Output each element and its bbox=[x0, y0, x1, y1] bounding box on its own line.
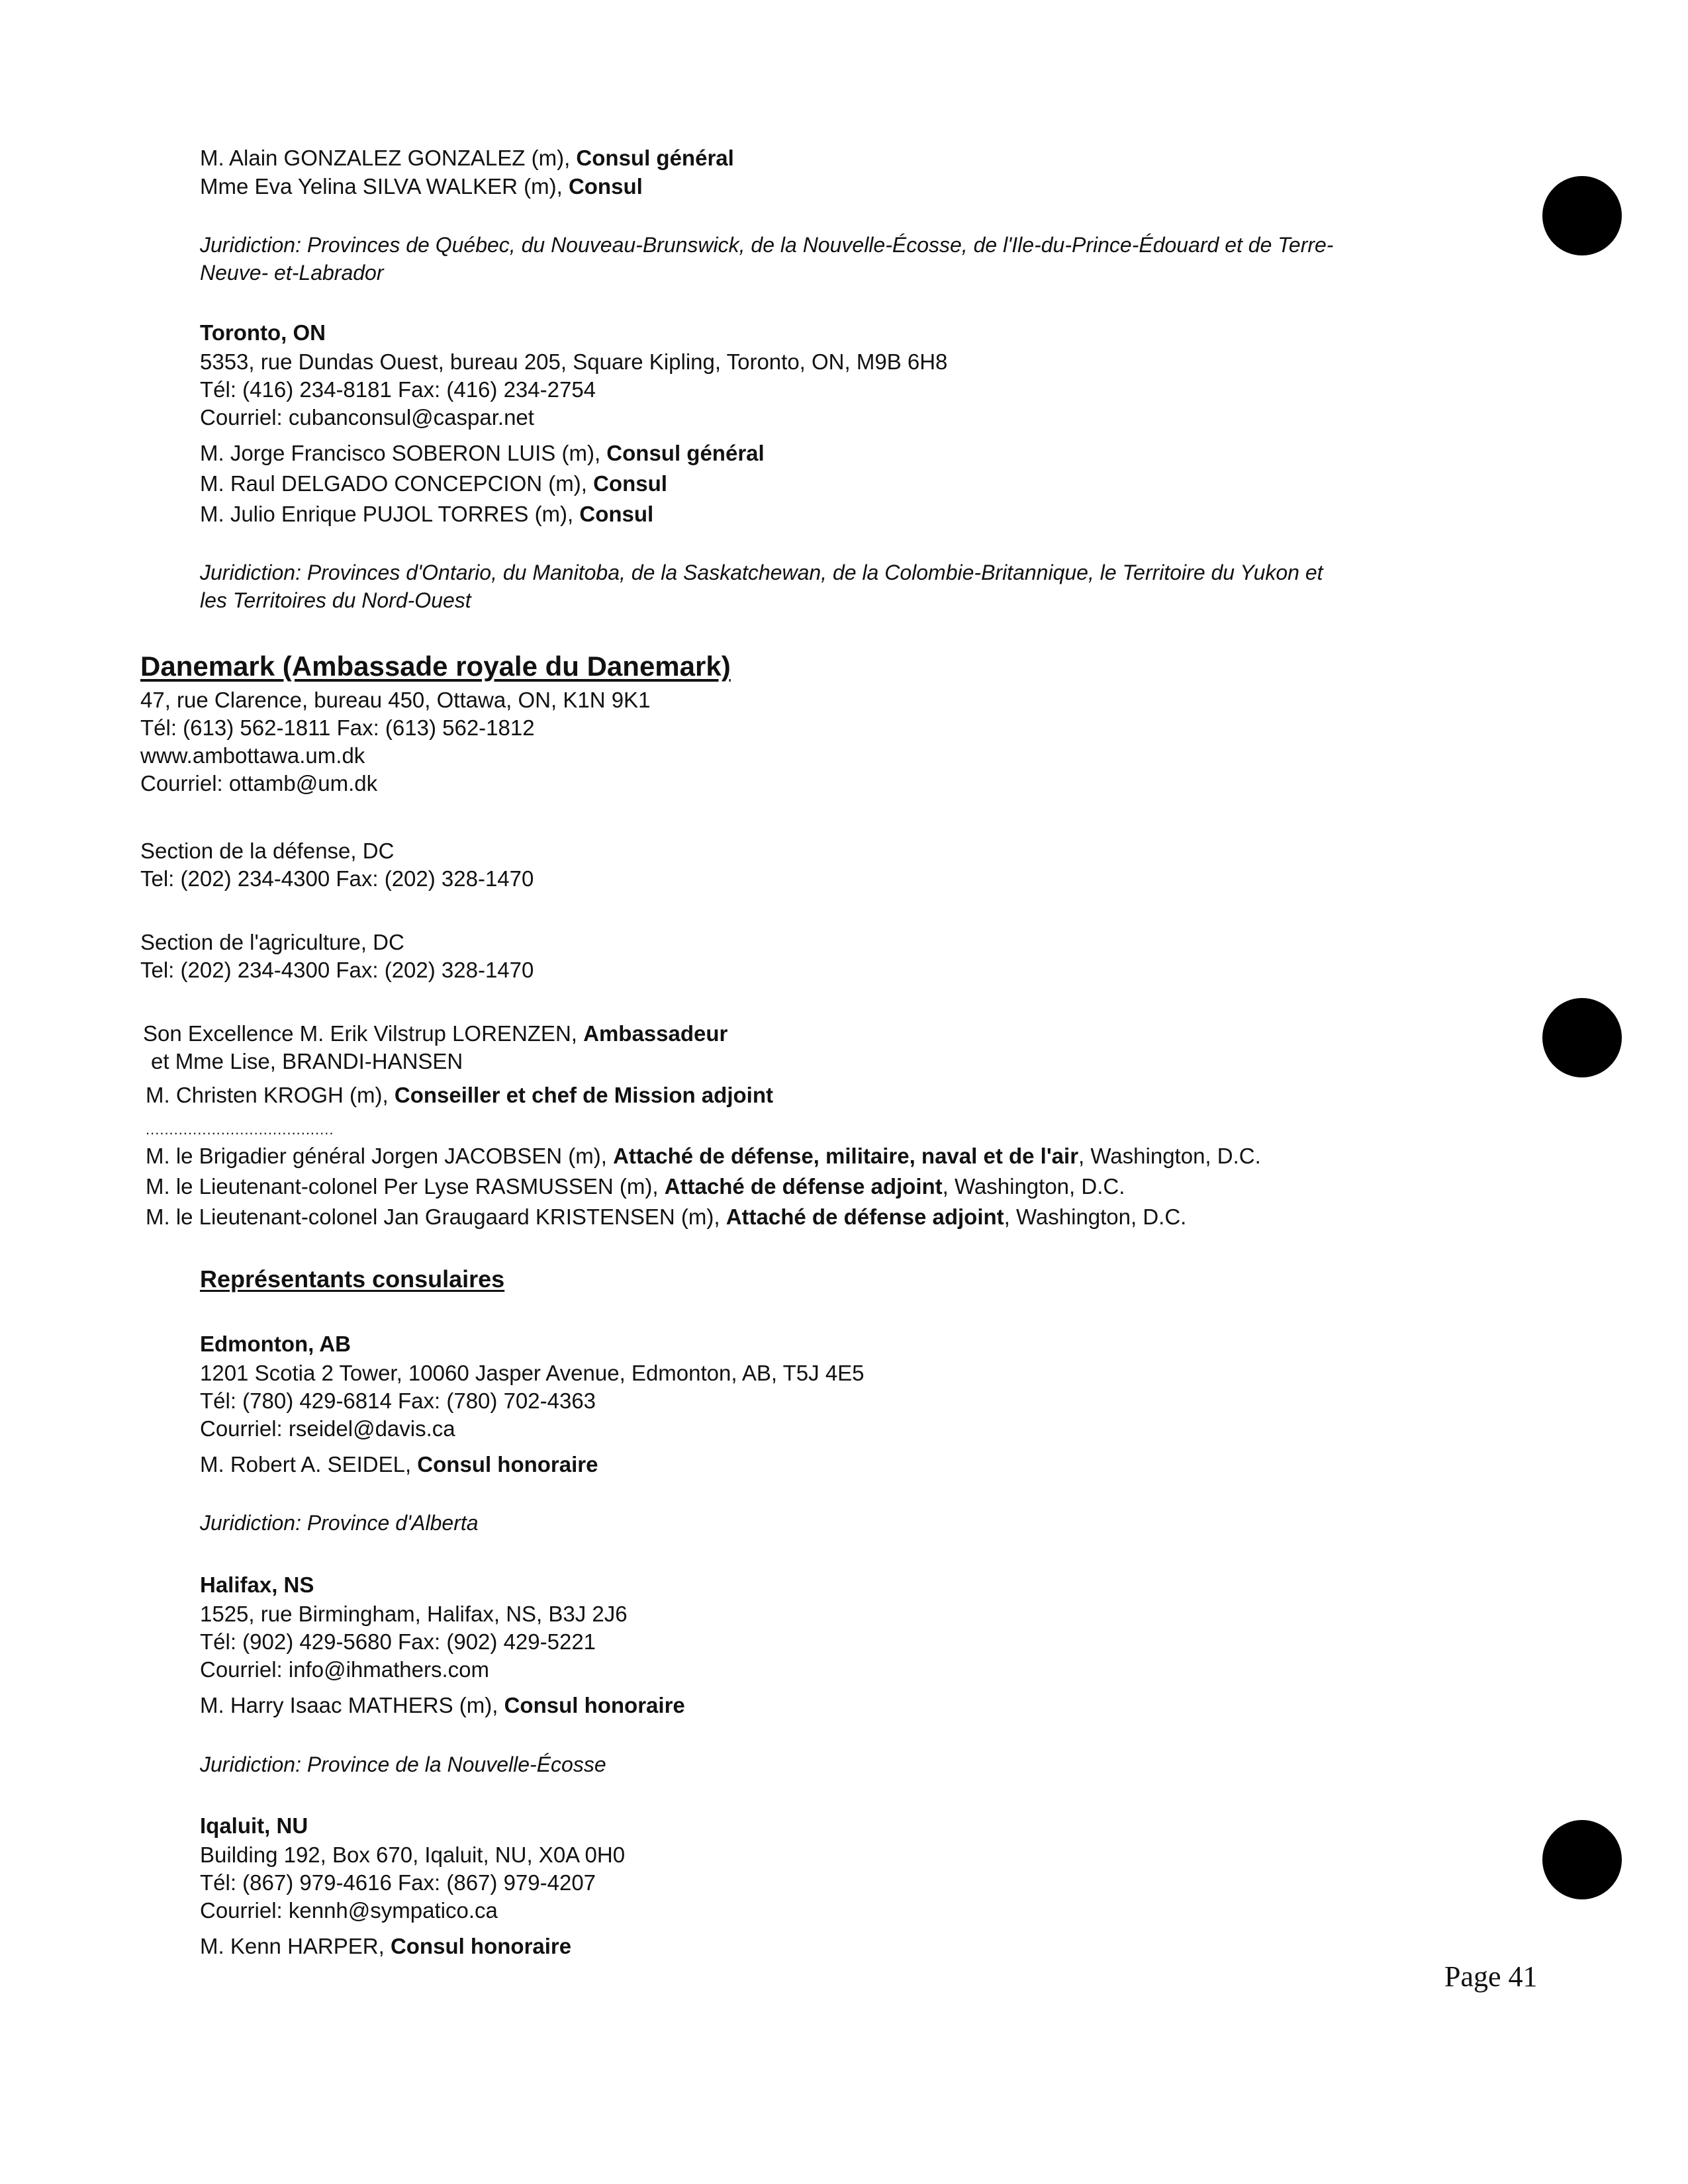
staff-line bbox=[146, 1203, 1186, 1231]
jurisdiction-text: Neuve- et-Labrador bbox=[200, 261, 384, 285]
staff-name: M. Raul DELGADO CONCEPCION (m), bbox=[200, 471, 594, 496]
staff-line bbox=[146, 1142, 1261, 1170]
jurisdiction-text: Juridiction: Province d'Alberta bbox=[200, 1511, 479, 1535]
staff-place: , Washington, D.C. bbox=[942, 1174, 1125, 1199]
country-heading: Danemark (Ambassade royale du Danemark) bbox=[140, 651, 731, 682]
punch-hole-bottom bbox=[1542, 1820, 1622, 1899]
staff-title: Consul honoraire bbox=[390, 1934, 572, 1958]
staff-name: Mme Eva Yelina SILVA WALKER (m), bbox=[200, 174, 569, 199]
staff-title: Consul honoraire bbox=[504, 1693, 685, 1717]
staff-title: Attaché de défense adjoint bbox=[726, 1205, 1004, 1229]
ambassador-line bbox=[143, 1020, 727, 1048]
section-name: Section de l'agriculture, DC bbox=[140, 930, 404, 954]
staff-title: Consul bbox=[568, 174, 643, 199]
phone-fax: Tél: (613) 562-1811 Fax: (613) 562-1812 bbox=[140, 715, 535, 740]
spouse-line: et Mme Lise, BRANDI-HANSEN bbox=[151, 1049, 463, 1073]
staff-name: M. le Brigadier général Jorgen JACOBSEN (m), bbox=[146, 1144, 614, 1168]
staff-title: Consul bbox=[593, 471, 667, 496]
staff-name: M. Robert A. SEIDEL, bbox=[200, 1452, 418, 1477]
city-heading: Edmonton, AB bbox=[200, 1332, 351, 1356]
email: Courriel: info@ihmathers.com bbox=[200, 1657, 489, 1682]
email: Courriel: kennh@sympatico.ca bbox=[200, 1898, 498, 1923]
staff-name: M. Alain GONZALEZ GONZALEZ (m), bbox=[200, 146, 577, 170]
address: 5353, rue Dundas Ouest, bureau 205, Square Kipling, Toronto, ON, M9B 6H8 bbox=[200, 349, 948, 374]
jurisdiction-text: Juridiction: Provinces d'Ontario, du Manitoba, de la Saskatchewan, de la Colombie-Britannique, le Territoire du Yukon et bbox=[200, 561, 1323, 584]
staff-title: Consul honoraire bbox=[417, 1452, 598, 1477]
staff-line bbox=[200, 439, 765, 467]
punch-hole-middle bbox=[1542, 998, 1622, 1077]
staff-name: M. Christen KROGH (m), bbox=[146, 1083, 395, 1107]
staff-name: M. le Lieutenant-colonel Jan Graugaard KRISTENSEN (m), bbox=[146, 1205, 726, 1229]
staff-line bbox=[200, 144, 734, 172]
jurisdiction-text: les Territoires du Nord-Ouest bbox=[200, 588, 471, 612]
staff-name: Son Excellence M. Erik Vilstrup LORENZEN, bbox=[143, 1021, 584, 1046]
staff-title: Consul général bbox=[576, 146, 734, 170]
email: Courriel: rseidel@davis.ca bbox=[200, 1416, 455, 1441]
address: 1525, rue Birmingham, Halifax, NS, B3J 2J6 bbox=[200, 1602, 628, 1626]
staff-title: Attaché de défense, militaire, naval et de l'air bbox=[613, 1144, 1079, 1168]
page-number: Page 41 bbox=[1444, 1960, 1538, 1993]
punch-hole-top bbox=[1542, 176, 1622, 255]
staff-line bbox=[200, 470, 667, 498]
staff-place: , Washington, D.C. bbox=[1078, 1144, 1261, 1168]
jurisdiction-text: Juridiction: Province de la Nouvelle-Écosse bbox=[200, 1752, 606, 1776]
phone-fax: Tél: (416) 234-8181 Fax: (416) 234-2754 bbox=[200, 377, 596, 402]
phone-fax: Tel: (202) 234-4300 Fax: (202) 328-1470 bbox=[140, 866, 534, 891]
staff-title: Ambassadeur bbox=[583, 1021, 728, 1046]
staff-line bbox=[200, 1692, 685, 1719]
email: Courriel: cubanconsul@caspar.net bbox=[200, 405, 534, 430]
staff-title: Consul général bbox=[606, 441, 765, 465]
email: Courriel: ottamb@um.dk bbox=[140, 771, 378, 796]
website: www.ambottawa.um.dk bbox=[140, 743, 365, 768]
section-name: Section de la défense, DC bbox=[140, 839, 395, 863]
staff-line bbox=[200, 1933, 571, 1960]
city-heading: Halifax, NS bbox=[200, 1572, 314, 1597]
staff-line bbox=[200, 173, 643, 201]
staff-title: Attaché de défense adjoint bbox=[664, 1174, 943, 1199]
staff-name: M. Kenn HARPER, bbox=[200, 1934, 391, 1958]
staff-title: Conseiller et chef de Mission adjoint bbox=[394, 1083, 773, 1107]
staff-line bbox=[146, 1081, 773, 1109]
phone-fax: Tél: (867) 979-4616 Fax: (867) 979-4207 bbox=[200, 1870, 596, 1895]
staff-line bbox=[200, 500, 653, 528]
phone-fax: Tél: (780) 429-6814 Fax: (780) 702-4363 bbox=[200, 1388, 596, 1413]
staff-name: M. Julio Enrique PUJOL TORRES (m), bbox=[200, 502, 580, 526]
staff-name: M. le Lieutenant-colonel Per Lyse RASMUSSEN (m), bbox=[146, 1174, 665, 1199]
address: 47, rue Clarence, bureau 450, Ottawa, ON, K1N 9K1 bbox=[140, 688, 651, 712]
phone-fax: Tel: (202) 234-4300 Fax: (202) 328-1470 bbox=[140, 958, 534, 982]
consular-heading: Représentants consulaires bbox=[200, 1265, 505, 1293]
city-heading: Toronto, ON bbox=[200, 320, 326, 345]
jurisdiction-text: Juridiction: Provinces de Québec, du Nouveau-Brunswick, de la Nouvelle-Écosse, de l'Ile-du-Prince-Édouard et de Terre- bbox=[200, 233, 1334, 257]
phone-fax: Tél: (902) 429-5680 Fax: (902) 429-5221 bbox=[200, 1629, 596, 1654]
staff-line bbox=[146, 1173, 1125, 1201]
staff-name: M. Jorge Francisco SOBERON LUIS (m), bbox=[200, 441, 607, 465]
staff-place: , Washington, D.C. bbox=[1004, 1205, 1187, 1229]
address: Building 192, Box 670, Iqaluit, NU, X0A 0H0 bbox=[200, 1843, 626, 1867]
dotted-separator: ........................................ bbox=[146, 1121, 334, 1138]
address: 1201 Scotia 2 Tower, 10060 Jasper Avenue, Edmonton, AB, T5J 4E5 bbox=[200, 1361, 865, 1385]
staff-title: Consul bbox=[579, 502, 654, 526]
staff-name: M. Harry Isaac MATHERS (m), bbox=[200, 1693, 504, 1717]
staff-line bbox=[200, 1451, 598, 1479]
city-heading: Iqaluit, NU bbox=[200, 1813, 308, 1838]
